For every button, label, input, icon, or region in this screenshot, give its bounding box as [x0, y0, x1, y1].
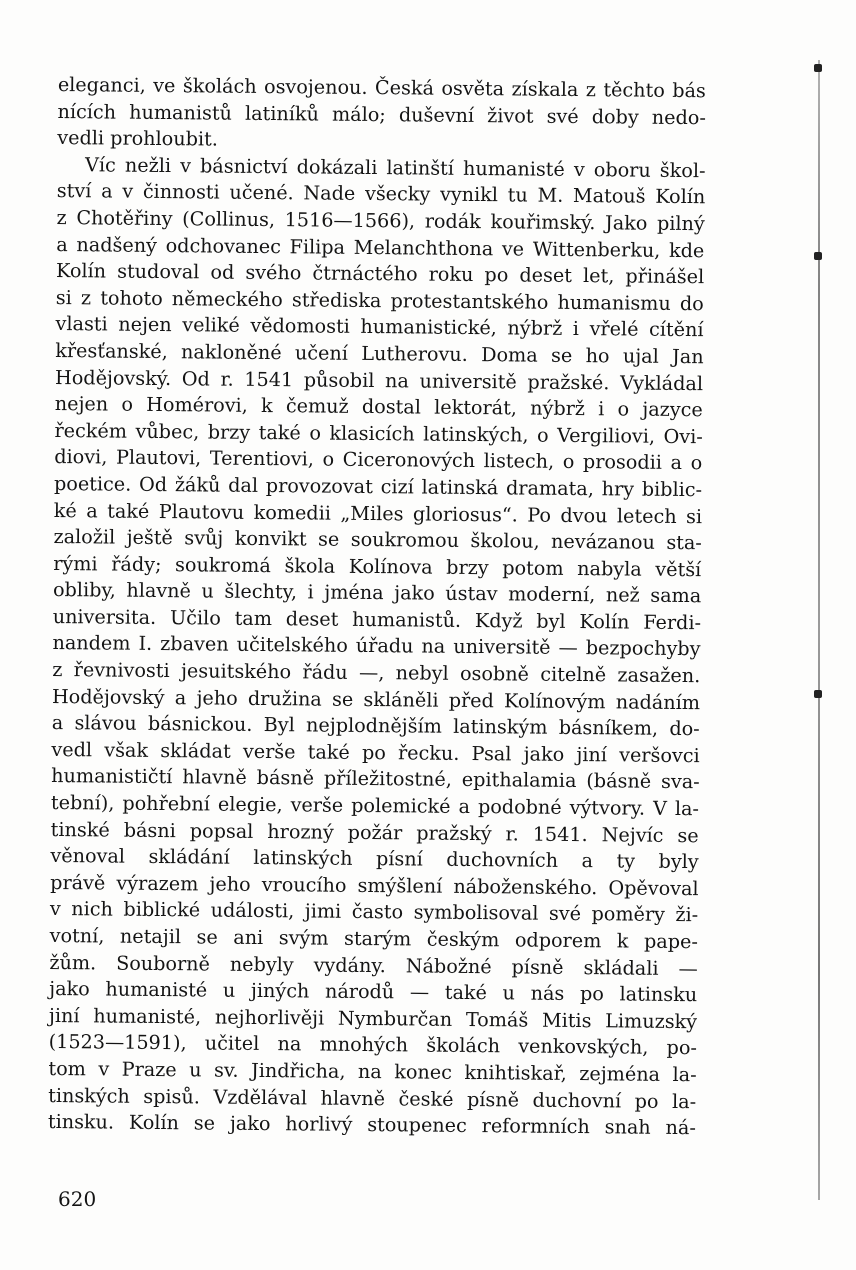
binding-mark — [814, 690, 822, 698]
text-line: vlasti nejen veliké vědomosti humanistické, nýbrž i vřelé cítění — [55, 312, 704, 342]
text-line: jako humanisté u jiných národů — také u nás po latinsku — [49, 977, 698, 1007]
text-line: nících humanistů latiníků málo; duševní život své doby nedo- — [57, 99, 706, 129]
text-line: Víc nežli v básnictví dokázali latinští humanisté v oboru škol- — [85, 153, 706, 183]
text-line: poetice. Od žáků dal provozovat cizí latinská dramata, hry biblic- — [53, 471, 703, 502]
text-line: tinských spisů. Vzdělával hlavně české písně duchovní po la- — [48, 1083, 697, 1113]
text-line: a slávou básnickou. Byl nejplodnějším latinským básníkem, do- — [51, 711, 700, 741]
text-line: právě výrazem jeho vroucího smýšlení náboženského. Opěvoval — [50, 870, 699, 900]
text-line: votní, netajil se ani svým starým českým odporem k pape- — [49, 923, 698, 954]
text-line: obliby, hlavně u šlechty, i jména jako ústav moderní, než sama — [52, 578, 702, 608]
text-line: humanističtí hlavně básně příležitostné, epithalamia (básně sva- — [51, 764, 700, 794]
text-line: Hodějovský a jeho družina se skláněli před Kolínovým nadáním — [51, 684, 701, 714]
text-line: žům. Souborně nebyly vydány. Nábožné písně skládali — — [49, 950, 698, 980]
text-line: ké a také Plautovu komedii „Miles gloriosus“. Po dvou letech si — [53, 498, 703, 528]
text-line: tinské básni popsal hrozný požár pražský r. 1541. Nejvíc se — [50, 817, 699, 847]
text-line: v nich biblické události, jimi často symbolisoval své poměry ži- — [49, 897, 699, 927]
text-line: křesťanské, nakloněné učení Lutherovu. Doma se ho ujal Jan — [55, 338, 704, 369]
text-line: nandem I. zbaven učitelského úřadu na universitě — bezpochyby — [52, 631, 701, 661]
text-line: nejen o Homérovi, k čemuž dostal lektorát, nýbrž i o jazyce — [54, 392, 703, 422]
binding-mark — [814, 252, 822, 260]
text-line: si z tohoto německého střediska protestantského humanismu do — [55, 285, 704, 315]
text-line: jiní humanisté, nejhorlivěji Nymburčan Tomáš Mitis Limuzský — [48, 1003, 698, 1033]
text-line: řeckém vůbec, brzy také o klasicích latinských, o Vergiliovi, Ovi- — [54, 418, 703, 448]
text-line: Kolín studoval od svého čtrnáctého roku po deset let, přinášel — [55, 259, 705, 289]
text-line: tom v Praze u sv. Jindřicha, na konec knihtiskař, zejména la- — [48, 1056, 697, 1087]
text-line: diovi, Plautovi, Terentiovi, o Ciceronových listech, o prosodii a o — [54, 445, 703, 475]
page-number: 620 — [58, 1187, 97, 1211]
text-line: eleganci, ve školách osvojenou. Česká osvěta získala z těchto bás — [57, 72, 706, 103]
body-text — [48, 72, 706, 1142]
page-fold-shadow — [818, 60, 820, 1200]
text-line: z Chotěřiny (Collinus, 1516—1566), rodák kouřimský. Jako pilný — [56, 205, 705, 236]
text-line: a nadšený odchovanec Filipa Melanchthona ve Wittenberku, kde — [56, 232, 705, 262]
binding-mark — [814, 64, 822, 72]
text-line: věnoval skládání latinských písní duchovních a ty byly — [50, 844, 699, 874]
text-line: tební), pohřební elegie, verše polemické a podobné výtvory. V la- — [50, 790, 700, 821]
text-line: rými řády; soukromá škola Kolínova brzy potom nabyla větší — [53, 551, 702, 581]
text-line: z řevnivosti jesuitského řádu —, nebyl osobně citelně zasažen. — [52, 658, 701, 688]
text-line: (1523—1591), učitel na mnohých školách venkovských, po- — [48, 1030, 698, 1060]
text-line: Hodějovský. Od r. 1541 působil na universitě pražské. Vykládal — [54, 365, 704, 395]
text-line: ství a v činnosti učené. Nade všecky vynikl tu M. Matouš Kolín — [56, 179, 706, 209]
text-line: universita. Učilo tam deset humanistů. Když byl Kolín Ferdi- — [52, 604, 702, 635]
text-line: vedl však skládat verše také po řecku. Psal jako jiní veršovci — [51, 737, 700, 768]
text-line: tinsku. Kolín se jako horlivý stoupenec reformních snah ná- — [47, 1110, 697, 1140]
text-line: vedli prohloubit. — [57, 126, 218, 151]
text-line: založil ještě svůj konvikt se soukromou školou, nevázanou sta- — [53, 525, 702, 555]
